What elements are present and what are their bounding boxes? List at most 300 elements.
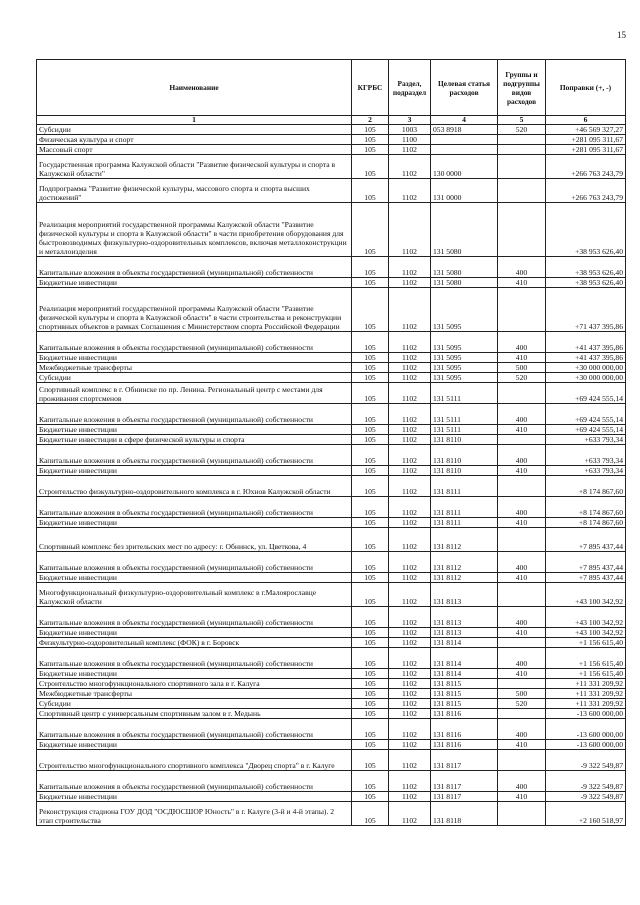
row-amount: -13 600 000,00 xyxy=(546,719,626,740)
row-name: Реконструкция стадиона ГОУ ДОД "ОСДЮСШОР Юность" в г. Калуге (3-й и 4-й этапы). 2 этап строительства xyxy=(37,802,352,826)
row-amount: +1 156 615,40 xyxy=(546,669,626,679)
row-target-article: 131 8112 xyxy=(431,528,498,552)
row-target-article: 053 8918 xyxy=(431,125,498,135)
row-target-article: 131 8113 xyxy=(431,583,498,607)
row-section: 1102 xyxy=(389,638,431,648)
row-section: 1102 xyxy=(389,257,431,278)
table-row xyxy=(37,476,626,497)
row-expense-group xyxy=(498,802,546,826)
row-section: 1102 xyxy=(389,155,431,179)
table-row xyxy=(37,363,626,373)
row-amount: +281 095 311,67 xyxy=(546,145,626,155)
row-name: Капитальные вложения в объекты государственной (муниципальной) собственности xyxy=(37,552,352,573)
row-name: Бюджетные инвестиции xyxy=(37,466,352,476)
budget-amendments-table xyxy=(36,59,626,826)
row-kgrbs: 105 xyxy=(352,179,389,203)
header-amendments: Поправки (+, -) xyxy=(546,60,626,116)
row-amount: -9 322 549,87 xyxy=(546,771,626,792)
header-name: Наименование xyxy=(37,60,352,116)
row-expense-group: 500 xyxy=(498,689,546,699)
row-name: Строительство физкультурно-оздоровительного комплекса в г. Юхнов Калужской области xyxy=(37,476,352,497)
col-number: 2 xyxy=(352,116,389,125)
row-amount: -9 322 549,87 xyxy=(546,792,626,802)
row-expense-group xyxy=(498,679,546,689)
row-amount: +11 331 209,92 xyxy=(546,679,626,689)
row-amount: +30 000 000,00 xyxy=(546,373,626,383)
row-target-article: 131 8116 xyxy=(431,709,498,719)
row-expense-group: 520 xyxy=(498,125,546,135)
row-amount: -13 600 000,00 xyxy=(546,709,626,719)
row-kgrbs: 105 xyxy=(352,669,389,679)
row-target-article: 131 8114 xyxy=(431,669,498,679)
row-amount: +11 331 209,92 xyxy=(546,689,626,699)
row-section: 1102 xyxy=(389,497,431,518)
row-kgrbs: 105 xyxy=(352,145,389,155)
row-kgrbs: 105 xyxy=(352,288,389,332)
table-row xyxy=(37,699,626,709)
row-kgrbs: 105 xyxy=(352,518,389,528)
row-amount: +2 160 518,97 xyxy=(546,802,626,826)
row-amount: -9 322 549,87 xyxy=(546,750,626,771)
row-section: 1102 xyxy=(389,518,431,528)
row-section: 1102 xyxy=(389,771,431,792)
row-kgrbs: 105 xyxy=(352,445,389,466)
row-amount: +1 156 615,40 xyxy=(546,638,626,648)
row-amount: +41 437 395,86 xyxy=(546,353,626,363)
row-target-article: 131 8117 xyxy=(431,750,498,771)
row-section: 1102 xyxy=(389,552,431,573)
row-expense-group: 410 xyxy=(498,353,546,363)
row-name: Капитальные вложения в объекты государственной (муниципальной) собственности xyxy=(37,404,352,425)
row-name: Бюджетные инвестиции xyxy=(37,278,352,288)
row-kgrbs: 105 xyxy=(352,404,389,425)
row-section: 1102 xyxy=(389,353,431,363)
row-expense-group: 520 xyxy=(498,373,546,383)
table-row xyxy=(37,155,626,179)
row-section: 1102 xyxy=(389,363,431,373)
row-target-article: 131 8113 xyxy=(431,628,498,638)
table-row xyxy=(37,404,626,425)
row-name: Капитальные вложения в объекты государственной (муниципальной) собственности xyxy=(37,445,352,466)
row-expense-group xyxy=(498,750,546,771)
row-name: Спортивный комплекс без зрительских мест по адресу: г. Обнинск, ул. Цветкова, 4 xyxy=(37,528,352,552)
table-row xyxy=(37,145,626,155)
row-section: 1102 xyxy=(389,719,431,740)
row-section: 1102 xyxy=(389,740,431,750)
table-row xyxy=(37,135,626,145)
row-section: 1102 xyxy=(389,425,431,435)
table-row xyxy=(37,750,626,771)
row-expense-group: 410 xyxy=(498,518,546,528)
row-kgrbs: 105 xyxy=(352,425,389,435)
row-name: Бюджетные инвестиции xyxy=(37,425,352,435)
row-name: Капитальные вложения в объекты государственной (муниципальной) собственности xyxy=(37,719,352,740)
row-kgrbs: 105 xyxy=(352,383,389,404)
row-expense-group: 400 xyxy=(498,257,546,278)
row-amount: +69 424 555,14 xyxy=(546,383,626,404)
row-kgrbs: 105 xyxy=(352,750,389,771)
row-target-article: 131 8110 xyxy=(431,445,498,466)
row-amount: +69 424 555,14 xyxy=(546,425,626,435)
row-expense-group xyxy=(498,135,546,145)
row-target-article: 131 8110 xyxy=(431,435,498,445)
row-expense-group: 400 xyxy=(498,607,546,628)
row-section: 1102 xyxy=(389,332,431,353)
row-kgrbs: 105 xyxy=(352,802,389,826)
row-target-article: 131 5080 xyxy=(431,203,498,257)
row-kgrbs: 105 xyxy=(352,155,389,179)
row-section: 1102 xyxy=(389,435,431,445)
row-name: Межбюджетные трансферты xyxy=(37,689,352,699)
row-kgrbs: 105 xyxy=(352,466,389,476)
row-amount: +633 793,34 xyxy=(546,435,626,445)
row-section: 1102 xyxy=(389,573,431,583)
row-target-article: 131 8117 xyxy=(431,771,498,792)
row-section: 1102 xyxy=(389,802,431,826)
table-row xyxy=(37,425,626,435)
row-section: 1102 xyxy=(389,648,431,669)
row-name: Физкультурно-оздоровительный комплекс (ФОК) в г. Боровск xyxy=(37,638,352,648)
row-expense-group: 400 xyxy=(498,497,546,518)
row-kgrbs: 105 xyxy=(352,689,389,699)
row-section: 1102 xyxy=(389,750,431,771)
row-expense-group: 410 xyxy=(498,792,546,802)
row-target-article: 131 8114 xyxy=(431,648,498,669)
row-amount: +71 437 395,86 xyxy=(546,288,626,332)
col-number: 6 xyxy=(546,116,626,125)
row-kgrbs: 105 xyxy=(352,573,389,583)
row-kgrbs: 105 xyxy=(352,699,389,709)
table-row xyxy=(37,203,626,257)
row-amount: +8 174 867,60 xyxy=(546,476,626,497)
row-expense-group: 400 xyxy=(498,404,546,425)
row-expense-group: 410 xyxy=(498,278,546,288)
row-amount: +43 100 342,92 xyxy=(546,583,626,607)
row-amount: +38 953 626,40 xyxy=(546,257,626,278)
row-name: Бюджетные инвестиции xyxy=(37,573,352,583)
row-name: Субсидии xyxy=(37,373,352,383)
col-number: 1 xyxy=(37,116,352,125)
row-amount: +43 100 342,92 xyxy=(546,607,626,628)
row-target-article: 131 8118 xyxy=(431,802,498,826)
row-target-article: 131 8112 xyxy=(431,573,498,583)
row-section: 1102 xyxy=(389,792,431,802)
table-row xyxy=(37,257,626,278)
row-amount: +633 793,34 xyxy=(546,466,626,476)
row-expense-group xyxy=(498,145,546,155)
row-amount: -13 600 000,00 xyxy=(546,740,626,750)
row-section: 1102 xyxy=(389,145,431,155)
row-expense-group: 410 xyxy=(498,628,546,638)
table-row xyxy=(37,740,626,750)
table-row xyxy=(37,445,626,466)
row-name: Строительство многофункционального спортивного зала в г. Калуга xyxy=(37,679,352,689)
row-target-article xyxy=(431,145,498,155)
row-target-article: 131 8115 xyxy=(431,699,498,709)
table-row xyxy=(37,679,626,689)
row-target-article: 131 8111 xyxy=(431,497,498,518)
row-section: 1102 xyxy=(389,628,431,638)
row-expense-group xyxy=(498,203,546,257)
row-target-article: 131 5111 xyxy=(431,404,498,425)
table-row xyxy=(37,583,626,607)
row-amount: +11 331 209,92 xyxy=(546,699,626,709)
row-expense-group: 410 xyxy=(498,425,546,435)
row-target-article: 131 8112 xyxy=(431,552,498,573)
row-kgrbs: 105 xyxy=(352,709,389,719)
row-name: Капитальные вложения в объекты государственной (муниципальной) собственности xyxy=(37,332,352,353)
row-kgrbs: 105 xyxy=(352,679,389,689)
row-kgrbs: 105 xyxy=(352,353,389,363)
row-expense-group: 400 xyxy=(498,648,546,669)
row-name: Массовый спорт xyxy=(37,145,352,155)
header-row xyxy=(37,60,626,116)
row-kgrbs: 105 xyxy=(352,135,389,145)
table-row xyxy=(37,552,626,573)
row-target-article: 131 5095 xyxy=(431,373,498,383)
row-target-article: 131 8116 xyxy=(431,740,498,750)
table-row xyxy=(37,435,626,445)
row-target-article: 131 8116 xyxy=(431,719,498,740)
table-row xyxy=(37,373,626,383)
row-section: 1102 xyxy=(389,179,431,203)
row-name: Капитальные вложения в объекты государственной (муниципальной) собственности xyxy=(37,497,352,518)
table-row xyxy=(37,648,626,669)
row-kgrbs: 105 xyxy=(352,497,389,518)
column-number-row xyxy=(37,116,626,125)
row-name: Бюджетные инвестиции xyxy=(37,628,352,638)
row-amount: +43 100 342,92 xyxy=(546,628,626,638)
row-section: 1102 xyxy=(389,669,431,679)
table-row xyxy=(37,607,626,628)
row-name: Физическая культура и спорт xyxy=(37,135,352,145)
row-name: Строительство многофункционального спортивного комплекса "Дворец спорта" в г. Калуге xyxy=(37,750,352,771)
row-name: Субсидии xyxy=(37,699,352,709)
row-target-article: 131 8114 xyxy=(431,638,498,648)
row-expense-group xyxy=(498,638,546,648)
row-section: 1102 xyxy=(389,383,431,404)
row-section: 1102 xyxy=(389,445,431,466)
table-row xyxy=(37,689,626,699)
row-amount: +266 763 243,79 xyxy=(546,179,626,203)
row-expense-group: 410 xyxy=(498,573,546,583)
row-kgrbs: 105 xyxy=(352,278,389,288)
table-row xyxy=(37,719,626,740)
row-expense-group xyxy=(498,179,546,203)
row-name: Подпрограмма "Развитие физической культуры, массового спорта и спорта высших достижений" xyxy=(37,179,352,203)
row-section: 1102 xyxy=(389,466,431,476)
table-row xyxy=(37,353,626,363)
col-number: 4 xyxy=(431,116,498,125)
row-section: 1102 xyxy=(389,288,431,332)
row-amount: +281 095 311,67 xyxy=(546,135,626,145)
row-expense-group xyxy=(498,435,546,445)
header-section: Раздел, подраздел xyxy=(389,60,431,116)
row-name: Субсидии xyxy=(37,125,352,135)
row-target-article xyxy=(431,135,498,145)
table-body xyxy=(37,125,626,826)
table-row xyxy=(37,638,626,648)
table-row xyxy=(37,125,626,135)
table-row xyxy=(37,383,626,404)
row-section: 1102 xyxy=(389,373,431,383)
row-target-article: 131 5095 xyxy=(431,363,498,373)
row-section: 1102 xyxy=(389,607,431,628)
row-amount: +41 437 395,86 xyxy=(546,332,626,353)
row-section: 1102 xyxy=(389,476,431,497)
row-amount: +1 156 615,40 xyxy=(546,648,626,669)
row-kgrbs: 105 xyxy=(352,203,389,257)
row-amount: +46 569 327,27 xyxy=(546,125,626,135)
row-section: 1003 xyxy=(389,125,431,135)
row-name: Реализация мероприятий государственной программы Калужской области "Развитие физической культуры и спорта в Калужской области" в части строительства и реконструкции спортивных объектов в рамках Соглашения с Министерством спорта Российской Федерации xyxy=(37,288,352,332)
table-row xyxy=(37,332,626,353)
row-name: Спортивный комплекс в г. Обнинске по пр. Ленина. Региональный центр с местами для проживания спортсменов xyxy=(37,383,352,404)
table-row xyxy=(37,573,626,583)
row-kgrbs: 105 xyxy=(352,628,389,638)
row-amount: +7 895 437,44 xyxy=(546,573,626,583)
row-kgrbs: 105 xyxy=(352,792,389,802)
row-target-article: 131 5095 xyxy=(431,353,498,363)
row-kgrbs: 105 xyxy=(352,332,389,353)
row-kgrbs: 105 xyxy=(352,583,389,607)
row-target-article: 130 0000 xyxy=(431,155,498,179)
row-target-article: 131 8113 xyxy=(431,607,498,628)
row-kgrbs: 105 xyxy=(352,638,389,648)
row-name: Реализация мероприятий государственной программы Калужской области "Развитие физической культуры и спорта в Калужской области" в части приобретения оборудования для быстровозводимых физкультурно-оздоровительных комплексов, включая металлоконструкции и металлоизделия xyxy=(37,203,352,257)
row-kgrbs: 105 xyxy=(352,257,389,278)
table-row xyxy=(37,669,626,679)
row-expense-group xyxy=(498,288,546,332)
table-row xyxy=(37,466,626,476)
row-kgrbs: 105 xyxy=(352,771,389,792)
row-kgrbs: 105 xyxy=(352,648,389,669)
row-expense-group: 410 xyxy=(498,466,546,476)
row-name: Спортивный центр с универсальным спортивным залом в г. Медынь xyxy=(37,709,352,719)
row-section: 1102 xyxy=(389,203,431,257)
row-name: Бюджетные инвестиции xyxy=(37,518,352,528)
row-name: Капитальные вложения в объекты государственной (муниципальной) собственности xyxy=(37,648,352,669)
row-section: 1102 xyxy=(389,583,431,607)
row-target-article: 131 8117 xyxy=(431,792,498,802)
row-target-article: 131 5095 xyxy=(431,288,498,332)
table-row xyxy=(37,802,626,826)
row-amount: +38 953 626,40 xyxy=(546,278,626,288)
row-name: Бюджетные инвестиции xyxy=(37,792,352,802)
row-target-article: 131 8110 xyxy=(431,466,498,476)
row-section: 1102 xyxy=(389,278,431,288)
row-amount: +633 793,34 xyxy=(546,445,626,466)
row-expense-group: 400 xyxy=(498,445,546,466)
table-row xyxy=(37,528,626,552)
row-target-article: 131 5080 xyxy=(431,278,498,288)
row-section: 1102 xyxy=(389,528,431,552)
row-kgrbs: 105 xyxy=(352,373,389,383)
row-amount: +7 895 437,44 xyxy=(546,552,626,573)
row-expense-group xyxy=(498,709,546,719)
table-row xyxy=(37,771,626,792)
row-target-article: 131 5111 xyxy=(431,425,498,435)
row-expense-group: 520 xyxy=(498,699,546,709)
row-expense-group xyxy=(498,155,546,179)
row-name: Государственная программа Калужской области "Развитие физической культуры и спорта в Калужской области" xyxy=(37,155,352,179)
table-row xyxy=(37,278,626,288)
row-name: Межбюджетные трансферты xyxy=(37,363,352,373)
row-amount: +30 000 000,00 xyxy=(546,363,626,373)
row-expense-group: 400 xyxy=(498,552,546,573)
row-name: Капитальные вложения в объекты государственной (муниципальной) собственности xyxy=(37,607,352,628)
row-target-article: 131 8111 xyxy=(431,518,498,528)
page-number: 15 xyxy=(617,30,626,40)
row-kgrbs: 105 xyxy=(352,363,389,373)
row-expense-group xyxy=(498,383,546,404)
row-name: Бюджетные инвестиции в сфере физической культуры и спорта xyxy=(37,435,352,445)
row-name: Капитальные вложения в объекты государственной (муниципальной) собственности xyxy=(37,771,352,792)
row-amount: +38 953 626,40 xyxy=(546,203,626,257)
row-amount: +69 424 555,14 xyxy=(546,404,626,425)
col-number: 3 xyxy=(389,116,431,125)
row-section: 1102 xyxy=(389,679,431,689)
row-section: 1100 xyxy=(389,135,431,145)
row-target-article: 131 5080 xyxy=(431,257,498,278)
row-target-article: 131 5111 xyxy=(431,383,498,404)
row-target-article: 131 8115 xyxy=(431,689,498,699)
row-kgrbs: 105 xyxy=(352,719,389,740)
table-row xyxy=(37,628,626,638)
row-section: 1102 xyxy=(389,689,431,699)
row-kgrbs: 105 xyxy=(352,740,389,750)
row-amount: +8 174 867,60 xyxy=(546,497,626,518)
row-target-article: 131 0000 xyxy=(431,179,498,203)
row-kgrbs: 105 xyxy=(352,125,389,135)
row-section: 1102 xyxy=(389,699,431,709)
row-expense-group xyxy=(498,528,546,552)
row-name: Капитальные вложения в объекты государственной (муниципальной) собственности xyxy=(37,257,352,278)
row-target-article: 131 5095 xyxy=(431,332,498,353)
header-target-article: Целевая статья расходов xyxy=(431,60,498,116)
table-row xyxy=(37,792,626,802)
header-kgrbs: КГРБС xyxy=(352,60,389,116)
table-row xyxy=(37,497,626,518)
row-kgrbs: 105 xyxy=(352,607,389,628)
row-name: Бюджетные инвестиции xyxy=(37,740,352,750)
row-amount: +8 174 867,60 xyxy=(546,518,626,528)
row-section: 1102 xyxy=(389,709,431,719)
row-expense-group: 400 xyxy=(498,771,546,792)
row-kgrbs: 105 xyxy=(352,476,389,497)
row-name: Многофункциональный физкультурно-оздоровительный комплекс в г.Малоярославце Калужской области xyxy=(37,583,352,607)
row-section: 1102 xyxy=(389,404,431,425)
row-expense-group: 400 xyxy=(498,332,546,353)
table-row xyxy=(37,179,626,203)
row-amount: +7 895 437,44 xyxy=(546,528,626,552)
row-kgrbs: 105 xyxy=(352,528,389,552)
row-kgrbs: 105 xyxy=(352,552,389,573)
header-expense-groups: Группы и подгруппы видов расходов xyxy=(498,60,546,116)
row-name: Бюджетные инвестиции xyxy=(37,353,352,363)
row-expense-group: 410 xyxy=(498,669,546,679)
row-kgrbs: 105 xyxy=(352,435,389,445)
row-target-article: 131 8115 xyxy=(431,679,498,689)
col-number: 5 xyxy=(498,116,546,125)
row-expense-group xyxy=(498,583,546,607)
row-target-article: 131 8111 xyxy=(431,476,498,497)
row-expense-group: 400 xyxy=(498,719,546,740)
table-row xyxy=(37,288,626,332)
table-row xyxy=(37,518,626,528)
row-expense-group: 410 xyxy=(498,740,546,750)
row-expense-group: 500 xyxy=(498,363,546,373)
